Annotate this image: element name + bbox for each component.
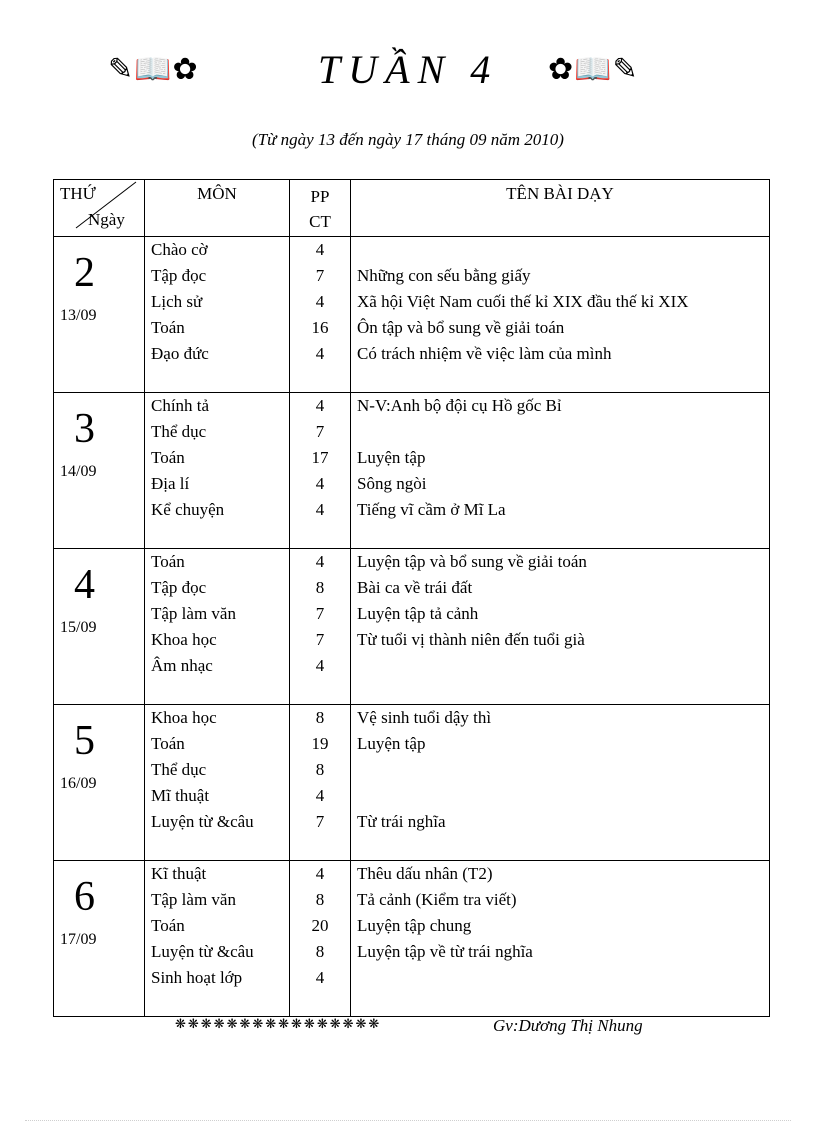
lesson-title [351, 653, 769, 679]
subject-name: Khoa học [151, 708, 217, 727]
ppct-number: 4 [315, 864, 325, 883]
day-cell [54, 237, 145, 393]
day-date: 15/09 [60, 619, 97, 636]
ppct-cell [290, 705, 351, 861]
schedule-body [54, 237, 770, 1017]
ppct-number: 8 [315, 578, 325, 597]
lesson-cell [351, 393, 770, 549]
ppct-number: 4 [315, 656, 325, 675]
subject-name: Chào cờ [151, 240, 208, 259]
ppct-number: 8 [315, 760, 325, 779]
lesson-title [351, 757, 769, 783]
day-row [54, 237, 770, 393]
subject-name: Mĩ thuật [151, 786, 210, 805]
day-cell [54, 549, 145, 705]
header-lesson-title: TÊN BÀI DẠY [351, 180, 770, 237]
title-row [0, 46, 816, 106]
weekday-number: 2 [74, 250, 95, 296]
ppct-cell [290, 237, 351, 393]
subject-name: Lịch sử [151, 292, 203, 311]
subject-cell [145, 393, 290, 549]
day-date: 13/09 [60, 307, 97, 324]
lesson-title: Luyện tập chung [357, 916, 472, 935]
subject-name: Tập đọc [151, 266, 207, 285]
day-date: 14/09 [60, 463, 97, 480]
ppct-number: 7 [315, 266, 325, 285]
subject-name: Toán [151, 916, 185, 935]
ppct-number: 7 [315, 630, 325, 649]
ppct-number: 4 [315, 344, 325, 363]
ppct-number: 8 [315, 708, 325, 727]
day-date: 17/09 [60, 931, 97, 948]
subject-cell [145, 705, 290, 861]
day-date: 16/09 [60, 775, 97, 792]
lesson-title [351, 419, 769, 445]
schedule-table [53, 179, 770, 1017]
lesson-title: Luyện tập và bổ sung về giải toán [357, 552, 587, 571]
subject-name: Thể dục [151, 760, 207, 779]
subject-name: Toán [151, 552, 185, 571]
header-ppct [290, 180, 351, 237]
lesson-title: Từ tuổi vị thành niên đến tuổi già [357, 630, 585, 649]
header-mon: MÔN [145, 180, 290, 237]
lesson-title: Có trách nhiệm về việc làm của mình [357, 344, 612, 363]
book-ornament-left-icon: ✎📖✿ [108, 53, 199, 86]
header-thu: THỨ [60, 184, 96, 203]
weekday-number: 5 [74, 718, 95, 764]
table-header-row [54, 180, 770, 237]
lesson-title: Bài ca về trái đất [357, 578, 473, 597]
subject-name: Luyện từ &câu [151, 812, 254, 831]
ppct-number: 4 [315, 474, 325, 493]
lesson-title: Luyện tập về từ trái nghĩa [357, 942, 533, 961]
day-cell [54, 705, 145, 861]
ppct-number: 4 [315, 396, 325, 415]
ppct-number: 4 [315, 786, 325, 805]
ppct-number: 4 [315, 500, 325, 519]
lesson-cell [351, 237, 770, 393]
lesson-title: Vệ sinh tuổi dậy thì [357, 708, 492, 727]
ppct-number: 16 [311, 318, 329, 337]
lesson-title: Luyện tập [357, 734, 426, 753]
subject-cell [145, 237, 290, 393]
lesson-title: Xã hội Việt Nam cuối thế kỉ XIX đầu thế kỉ XIX [357, 292, 689, 311]
lesson-title: Từ trái nghĩa [357, 812, 446, 831]
day-row [54, 705, 770, 861]
day-cell [54, 861, 145, 1017]
ppct-number: 7 [315, 812, 325, 831]
footer-stars: ❋❋❋❋❋❋❋❋❋❋❋❋❋❋❋❋ [175, 1016, 382, 1031]
subject-name: Toán [151, 448, 185, 467]
lesson-title: Tả cảnh (Kiểm tra viết) [357, 890, 517, 909]
lesson-title [351, 783, 769, 809]
subject-name: Đạo đức [151, 344, 209, 363]
date-range-subtitle: (Từ ngày 13 đến ngày 17 tháng 09 năm 2010) [252, 130, 564, 149]
header-ngay: Ngày [88, 210, 125, 229]
day-row [54, 393, 770, 549]
ppct-number: 4 [315, 552, 325, 571]
header-pp: PP [310, 187, 330, 206]
ppct-number: 7 [315, 604, 325, 623]
ppct-number: 4 [315, 240, 325, 259]
page-title: TUẦN 4 [318, 47, 499, 92]
ppct-number: 8 [315, 942, 325, 961]
ppct-number: 17 [311, 448, 329, 467]
ppct-number: 7 [315, 422, 325, 441]
subject-name: Kể chuyện [151, 500, 225, 519]
day-row [54, 549, 770, 705]
header-day-cell [54, 180, 145, 237]
weekday-number: 4 [74, 562, 95, 608]
subject-name: Toán [151, 318, 185, 337]
subject-name: Âm nhạc [151, 656, 213, 675]
teacher-signature: Gv:Dương Thị Nhung [493, 1016, 643, 1035]
lesson-title: Ôn tập và bổ sung về giải toán [357, 318, 565, 337]
lesson-title: Sông ngòi [357, 474, 427, 493]
subject-name: Luyện từ &câu [151, 942, 254, 961]
day-cell [54, 393, 145, 549]
subject-name: Tập làm văn [151, 890, 236, 909]
ppct-number: 19 [311, 734, 329, 753]
weekday-number: 6 [74, 874, 95, 920]
lesson-title: Luyện tập [357, 448, 426, 467]
lesson-title: N-V:Anh bộ đội cụ Hồ gốc Bỉ [357, 396, 562, 415]
subject-name: Thể dục [151, 422, 207, 441]
lesson-cell [351, 705, 770, 861]
subject-name: Toán [151, 734, 185, 753]
ppct-number: 20 [311, 916, 329, 935]
lesson-title [351, 237, 769, 263]
page-bottom-divider [25, 1120, 791, 1121]
header-ct: CT [309, 212, 331, 231]
ppct-cell [290, 393, 351, 549]
lesson-title: Những con sếu bằng giấy [357, 266, 531, 285]
subject-name: Địa lí [151, 474, 190, 493]
lesson-title: Thêu dấu nhân (T2) [357, 864, 493, 883]
book-ornament-right-icon: ✿📖✎ [548, 53, 639, 86]
subject-name: Khoa học [151, 630, 217, 649]
subject-name: Kĩ thuật [151, 864, 207, 883]
weekday-number: 3 [74, 406, 95, 452]
day-row [54, 861, 770, 1017]
subject-name: Chính tả [151, 396, 210, 415]
lesson-cell [351, 861, 770, 1017]
ppct-cell [290, 549, 351, 705]
lesson-title: Luyện tập tả cảnh [357, 604, 479, 623]
subject-name: Sinh hoạt lớp [151, 968, 243, 987]
lesson-title [351, 965, 769, 991]
lesson-cell [351, 549, 770, 705]
subject-name: Tập làm văn [151, 604, 236, 623]
subject-cell [145, 549, 290, 705]
ppct-cell [290, 861, 351, 1017]
subject-name: Tập đọc [151, 578, 207, 597]
lesson-title: Tiếng vĩ cầm ở Mĩ La [357, 500, 506, 519]
ppct-number: 4 [315, 292, 325, 311]
ppct-number: 8 [315, 890, 325, 909]
ppct-number: 4 [315, 968, 325, 987]
subject-cell [145, 861, 290, 1017]
